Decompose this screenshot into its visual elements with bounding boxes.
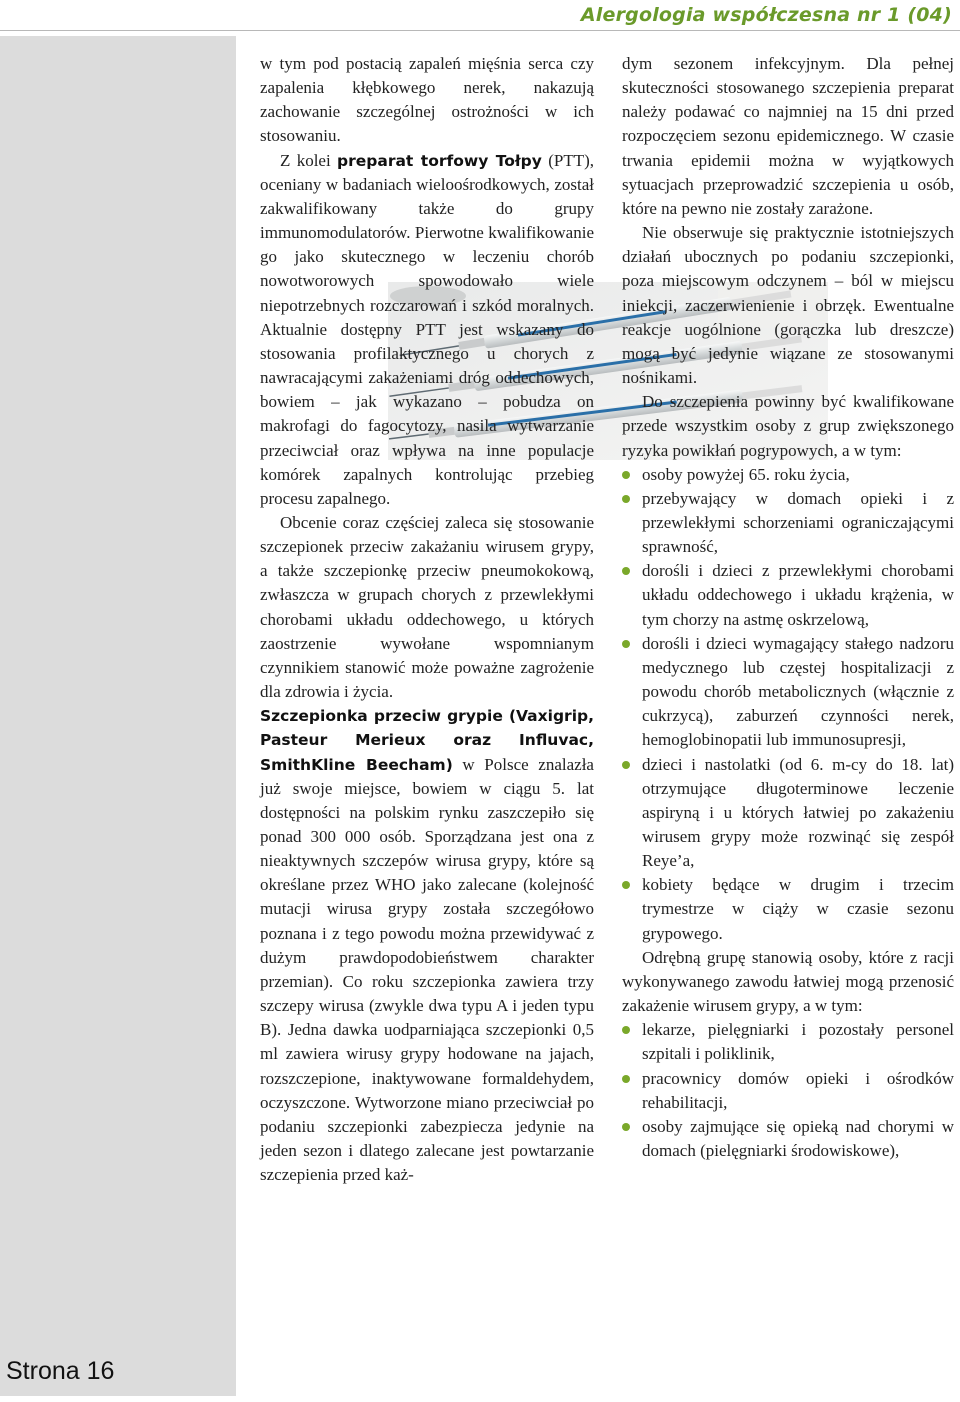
- page-number-label: Strona 16: [6, 1357, 115, 1385]
- paragraph: Do szczepienia powinny być kwalifikowane przede wszystkim osoby z grup zwiększonego ryzyka powikłań pogrypowych, a w tym:: [622, 392, 954, 460]
- bullet-icon: [622, 640, 630, 648]
- bullet-list-risk-groups: [622, 463, 954, 946]
- right-column: [622, 52, 954, 1163]
- list-item: dorośli i dzieci z przewlekłymi chorobami układu oddechowego i układu krążenia, w tym chorzy na astmę oskrzelową,: [622, 559, 954, 631]
- paragraph: Nie obserwuje się praktycznie istotniejszych działań ubocznych po podaniu szczepionki, poza miejscowym odczynem – ból w miejscu iniekcji, zaczerwienienie i obrzęk. Ewentualne reakcje uogólnione (gorączka lub dreszcze) mogą być jedynie wiązane ze stosowanymi nośnikami.: [622, 223, 954, 388]
- bold-term: preparat torfowy Tołpy: [337, 151, 542, 170]
- bullet-icon: [622, 1123, 630, 1131]
- paragraph: dym sezonem infekcyjnym. Dla pełnej skuteczności stosowanego szczepienia preparat należy podawać co najmniej na 15 dni przed rozpoczęciem sezonu epidemicznego. W czasie trwania epidemii można w wyjątkowych sytuacjach przeprowadzić szczepienia u osób, które na pewno nie zostały zarażone.: [622, 54, 954, 218]
- list-item: dzieci i nastolatki (od 6. m-cy do 18. lat) otrzymujące długoterminowe leczenie aspiryną i u których łatwiej po zakażeniu wirusem grypy może rozwinąć się zespół Reye’a,: [622, 753, 954, 874]
- bullet-icon: [622, 471, 630, 479]
- paragraph: w tym pod postacią zapaleń mięśnia serca czy zapalenia kłębkowego nerek, nakazują zachowanie szczególnej ostrożności w ich stosowaniu.: [260, 54, 594, 146]
- paragraph: Z kolei preparat torfowy Tołpy (PTT), oceniany w badaniach wieloośrodkowych, został zakwalifikowany także do grupy immunomodulatorów. Pierwotne kwalifikowanie go jako skutecznego w leczeniu chorób nowotworowych spowodowało wiele niepotrzebnych rozczarowań i szkód moralnych. Aktualnie dostępny PTT jest wskazany do stosowania profilaktycznego u chorych z nawracającymi zakażeniami dróg oddechowych, bowiem – jak wykazano – pobudza on makrofagi do fagocytozy, nasila wytwarzanie przeciwciał oraz wpływa na inne populacje komórek zapalnych kontrolując przebieg procesu zapalnego.: [260, 150, 594, 508]
- bullet-icon: [622, 881, 630, 889]
- bullet-icon: [622, 495, 630, 503]
- list-item: dorośli i dzieci wymagający stałego nadzoru medycznego lub częstej hospitalizacji z powodu chorób metabolicznych (włącznie z cukrzycą), zaburzeń czynności nerek, hemoglobinopatii lub immunosupresji,: [622, 632, 954, 753]
- paragraph: Odrębną grupę stanowią osoby, które z racji wykonywanego zawodu łatwiej mogą przenosić zakażenie wirusem grypy, a w tym:: [622, 947, 954, 1016]
- bullet-list-professions: [622, 1018, 954, 1163]
- list-item: osoby powyżej 65. roku życia,: [622, 463, 954, 487]
- list-item: lekarze, pielęgniarki i pozostały personel szpitali i poliklinik,: [622, 1018, 954, 1066]
- paragraph: Obcenie coraz częściej zaleca się stosowanie szczepionek przeciw zakażaniu wirusem grypy, a także szczepionkę przeciw pneumokokową, zwłaszcza w grupach chorych z przewlekłymi chorobami układu oddechowego, u których zaostrzenie wywołane wspomnianym czynnikiem stanowić może poważne zagrożenie dla zdrowia i życia.: [260, 512, 594, 702]
- header-title: Alergologia współczesna nr 1 (04): [580, 4, 952, 26]
- list-item: kobiety będące w drugim i trzecim trymestrze w ciąży w czasie sezonu grypowego.: [622, 873, 954, 945]
- list-item: pracownicy domów opieki i ośrodków rehabilitacji,: [622, 1067, 954, 1115]
- paragraph: Szczepionka przeciw grypie (Vaxigrip, Pasteur Merieux oraz Influvac, SmithKline Beecham) w Polsce znalazła już swoje miejsce, bowiem w ciągu 5. lat dostępności na polskim rynku zaszczepiło się ponad 300 000 osób. Sporządzana jest ona z nieaktywnych szczepów wirusa grypy, które są określane przez WHO jako zalecane (kolejność mutacji wirusa grypy została szczegółowo poznana i z tego powodu można przewidywać z dużym prawdopodobieństwem charakter przemian). Co roku szczepionka zawiera trzy szczepy wirusa (zwykle dwa typu A i jeden typu B). Jedna dawka uodparniająca szczepionki 0,5 ml zawiera wirusy grypy hodowane na jajach, rozszczepione, inaktywowane formaldehydem, oczyszczone. Wytworzone miano przeciwciał po podaniu szczepionki zabezpiecza jedynie na jeden sezon i dlatego zalecane jest powtarzanie szczepienia przed każ-: [260, 707, 594, 1185]
- header-rule: [0, 30, 960, 31]
- list-item: osoby zajmujące się opieką nad chorymi w domach (pielęgniarki środowiskowe),: [622, 1115, 954, 1163]
- bullet-icon: [622, 567, 630, 575]
- bold-term: Szczepionka przeciw grypie (Vaxigrip, Pasteur Merieux oraz Influvac, SmithKline Beecham): [260, 707, 594, 774]
- bullet-icon: [622, 1026, 630, 1034]
- sidebar: [0, 36, 236, 1396]
- list-item: przebywający w domach opieki i z przewlekłymi schorzeniami ograniczającymi sprawność,: [622, 487, 954, 559]
- left-column: [260, 52, 594, 1187]
- bullet-icon: [622, 761, 630, 769]
- bullet-icon: [622, 1075, 630, 1083]
